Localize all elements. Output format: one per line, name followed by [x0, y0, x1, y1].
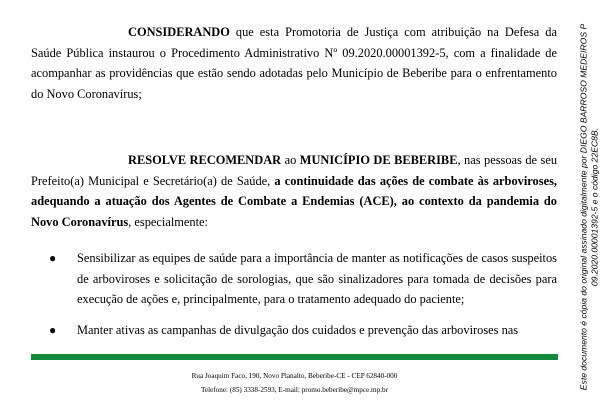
footer-address: Rua Joaquim Faco, 190, Novo Planalto, Beberibe-CE - CEP 62840-000	[191, 372, 398, 380]
list-item-text: Manter ativas as campanhas de divulgação dos cuidados e prevenção das arboviroses nas	[77, 322, 519, 337]
recomendar-lead: RESOLVE RECOMENDAR	[128, 153, 282, 167]
recomendar-paragraph	[31, 150, 557, 232]
footer-divider	[31, 354, 558, 360]
recomendar-text-e: , especialmente:	[128, 214, 209, 229]
list-item-text: Sensibilizar as equipes de saúde para a importância de manter as notificações de casos suspeitos de arboviroses e solicitação de sorologias, que são sinalizadores para tomada de decisões para execução de ações e, principalmente, para o tratamento adequado do paciente;	[77, 251, 557, 307]
bullet-icon: ●	[49, 251, 57, 265]
signature-note-line2: 09.2020.00001392-5 e o código 22EC8B.	[589, 127, 599, 287]
recommendation-list	[31, 248, 557, 350]
considerando-text: que esta Promotoria de Justiça com atribuição na Defesa da Saúde Pública instaurou o Procedimento Administrativo Nº 09.2020.00001392-5, com a finalidade de acompanhar as providências que estão sendo adotadas pelo Município de Beberibe para o enfrentamento do Novo Coronavírus;	[31, 25, 557, 101]
signature-note-line1: Este documento é cópia do original assinado digitalmente por DIEGO BARROSO MEDEIROS P	[578, 23, 589, 391]
list-item	[31, 320, 557, 341]
list-item	[31, 248, 557, 310]
municipio-name: MUNICÍPIO DE BEBERIBE	[299, 153, 458, 167]
recomendar-text-c: , nas pessoas de seu Prefeito(a) Municipal e Secretário(a) de Saúde,	[31, 153, 558, 188]
footer-contact: Telefone: (85) 3338-2593, E-mail: promo.beberibe@mpce.mp.br	[201, 386, 388, 394]
considerando-paragraph	[31, 22, 557, 104]
bullet-icon: ●	[49, 322, 57, 337]
considerando-lead: CONSIDERANDO	[128, 25, 230, 39]
recomendar-text-a: ao	[281, 153, 300, 167]
recomendar-action: a continuidade das ações de combate às arboviroses, adequando a atuação dos Agentes de Combate a Endemias (ACE), ao contexto da pandemia do Novo Coronavírus	[31, 173, 557, 229]
digital-signature-note	[572, 2, 606, 412]
